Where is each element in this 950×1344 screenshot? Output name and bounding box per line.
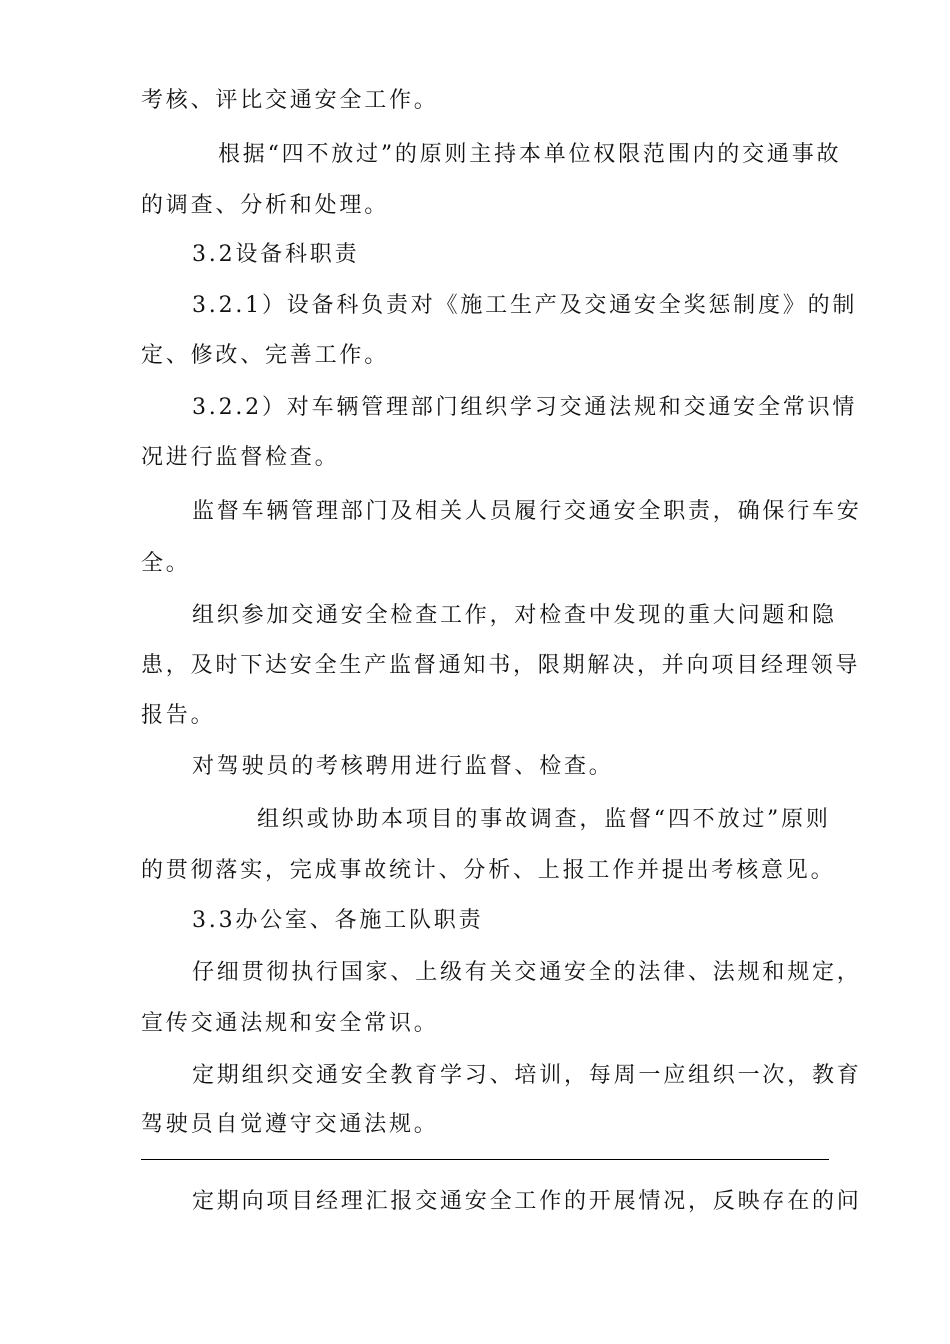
text-line: 3.2.2）对车辆管理部门组织学习交通法规和交通安全常识情	[192, 395, 858, 420]
text-line: 驾驶员自觉遵守交通法规。	[141, 1112, 439, 1137]
text-line: 定、修改、完善工作。	[141, 343, 390, 368]
text-line: 根据“四不放过”的原则主持本单位权限范围内的交通事故	[218, 142, 842, 167]
text-line: 3.2.1）设备科负责对《施工生产及交通安全奖惩制度》的制	[192, 293, 858, 318]
text-line: 患，及时下达安全生产监督通知书，限期解决，并向项目经理领导	[141, 653, 861, 678]
text-line: 况进行监督检查。	[141, 445, 340, 470]
text-line: 宣传交通法规和安全常识。	[141, 1011, 439, 1036]
text-line: 对驾驶员的考核聘用进行监督、检查。	[192, 754, 614, 779]
text-line: 监督车辆管理部门及相关人员履行交通安全职责，确保行车安	[192, 499, 862, 524]
text-line: 组织或协助本项目的事故调查，监督“四不放过”原则	[257, 807, 831, 832]
text-line: 的调查、分析和处理。	[141, 193, 390, 218]
text-line: 全。	[141, 551, 191, 576]
text-line: 定期组织交通安全教育学习、培训，每周一应组织一次，教育	[192, 1063, 862, 1088]
text-line: 的贯彻落实，完成事故统计、分析、上报工作并提出考核意见。	[141, 858, 836, 883]
text-line: 组织参加交通安全检查工作，对检查中发现的重大问题和隐	[192, 603, 837, 628]
text-line: 仔细贯彻执行国家、上级有关交通安全的法律、法规和规定，	[192, 960, 862, 985]
text-line: 定期向项目经理汇报交通安全工作的开展情况，反映存在的问	[192, 1189, 862, 1214]
section-heading: 3.2设备科职责	[192, 242, 360, 267]
text-line: 报告。	[141, 703, 216, 728]
horizontal-divider	[141, 1159, 829, 1160]
section-heading: 3.3办公室、各施工队职责	[192, 908, 484, 933]
text-line: 考核、评比交通安全工作。	[141, 88, 439, 113]
